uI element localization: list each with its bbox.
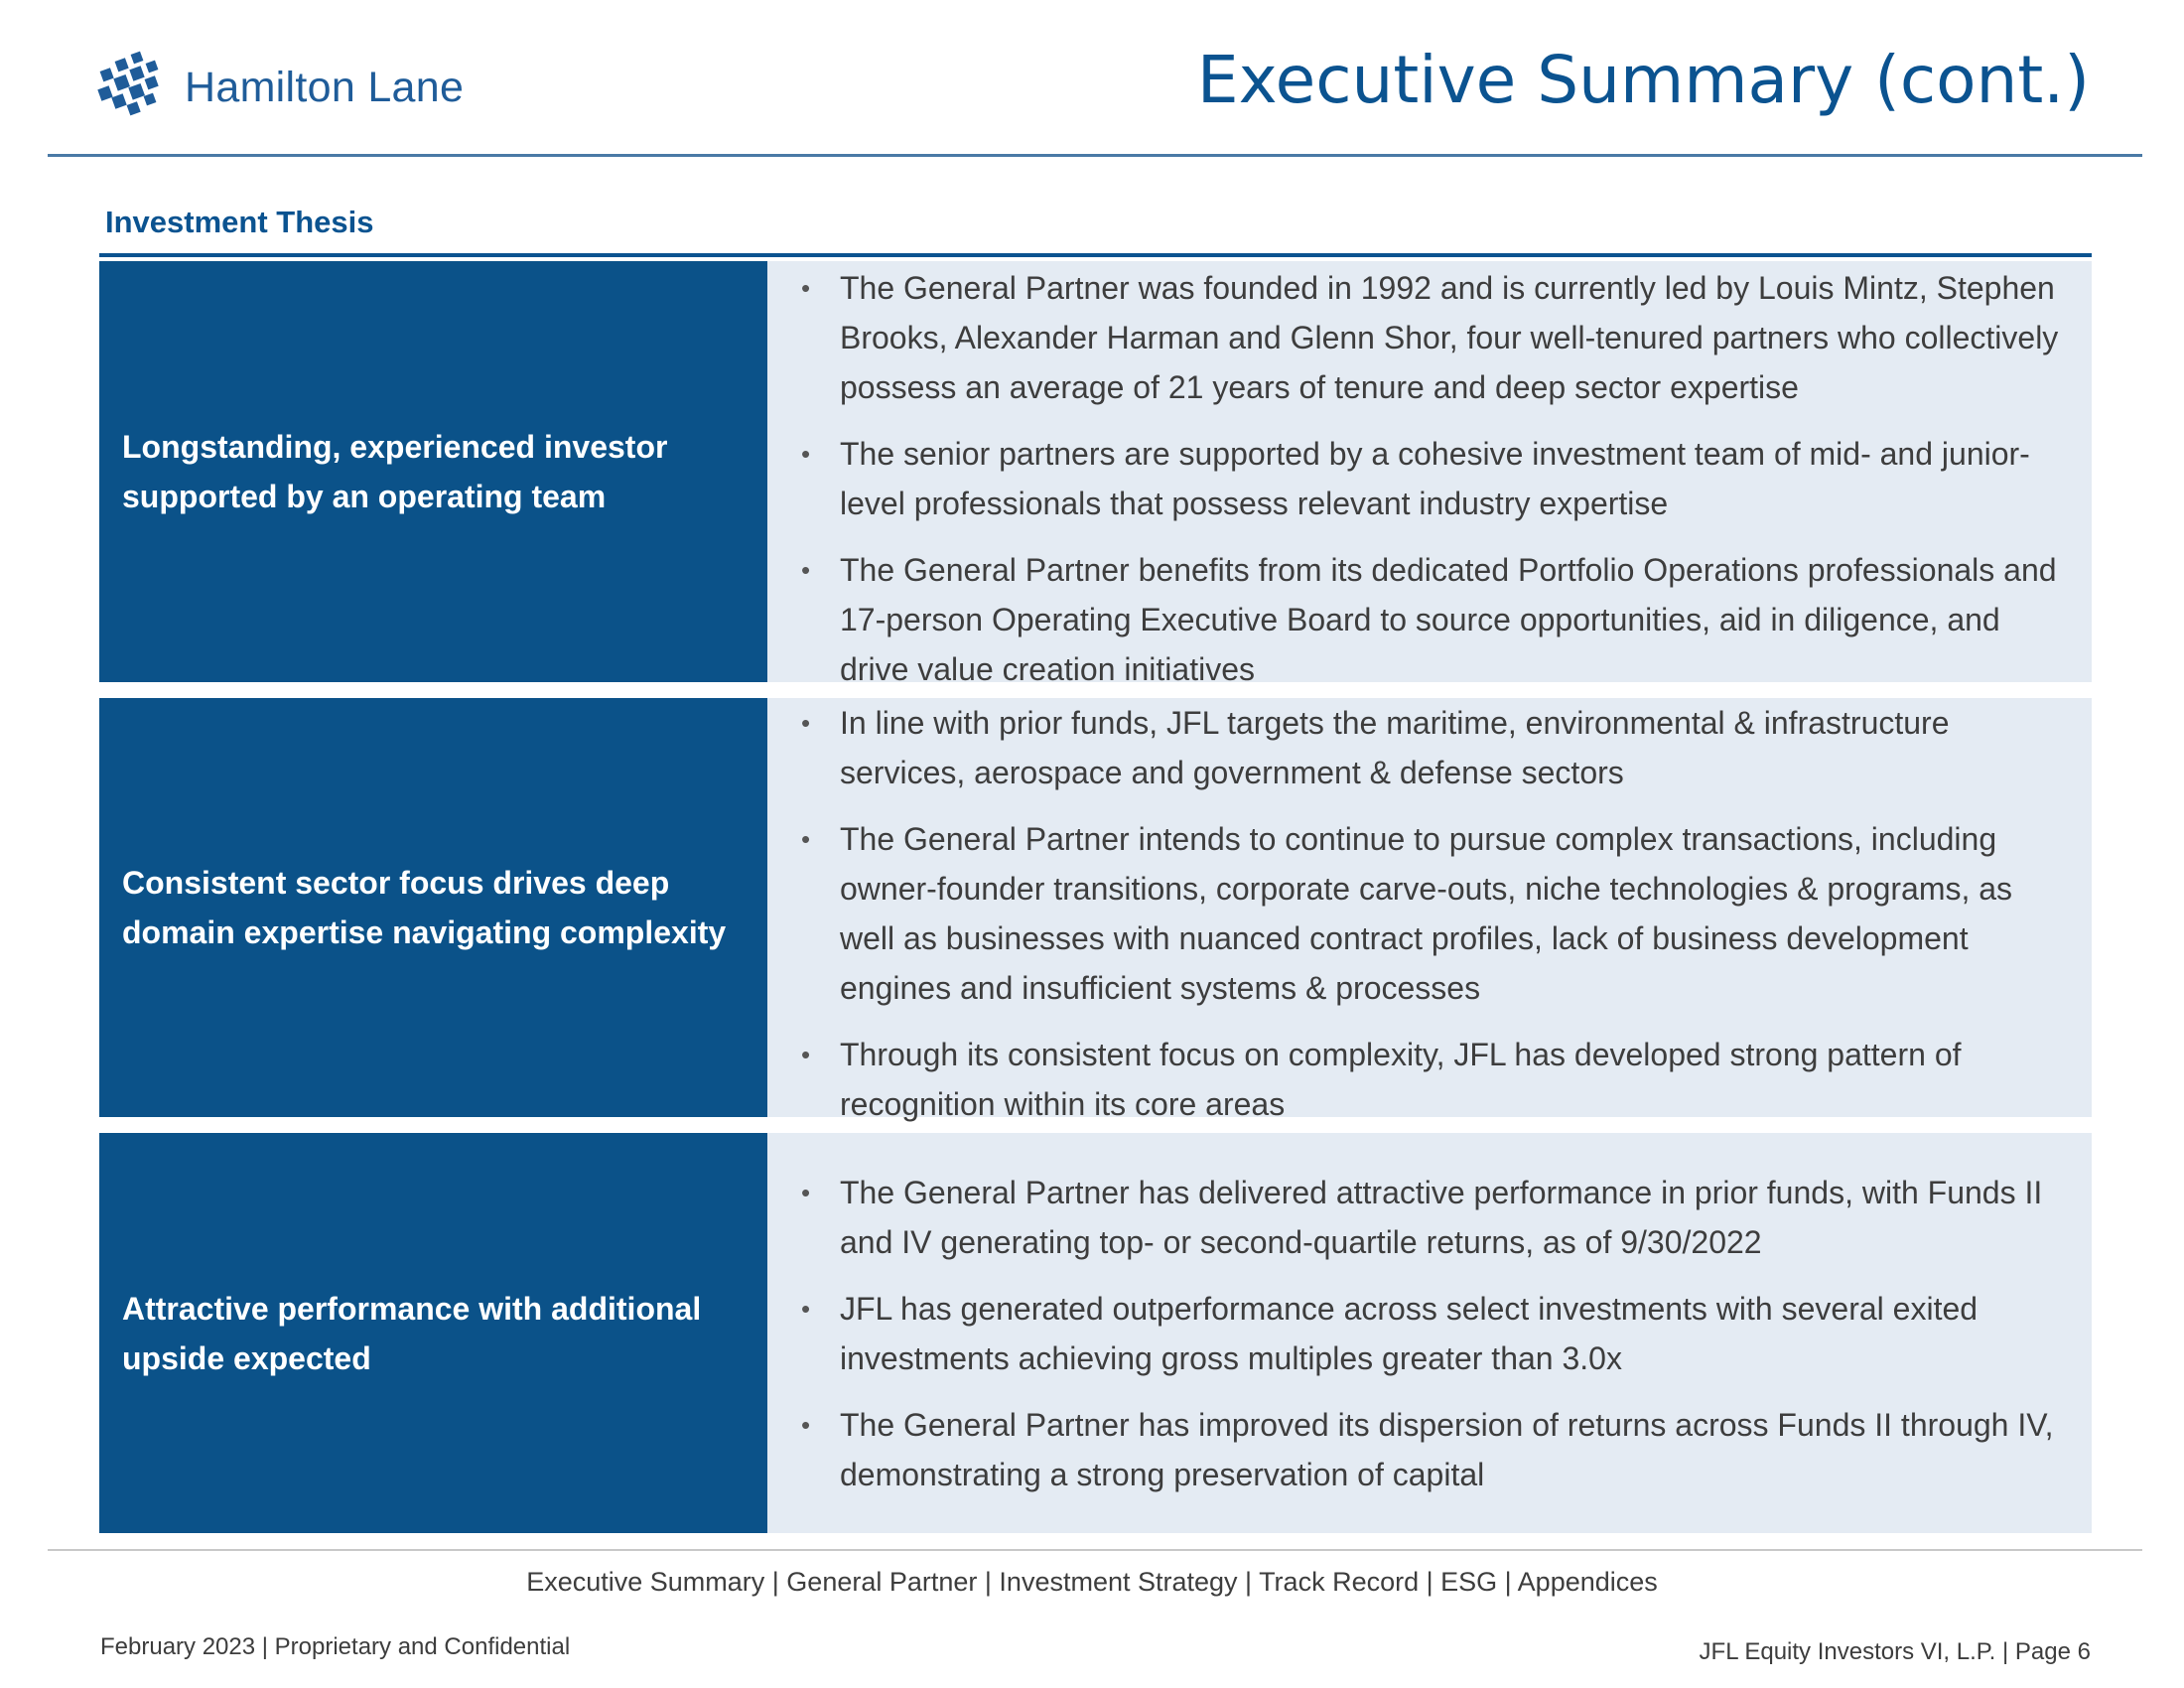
thesis-label-cell (99, 261, 767, 682)
thesis-row (99, 698, 2092, 1122)
bullet-icon: • (801, 1293, 811, 1324)
bullet-item (789, 1168, 2068, 1267)
section-nav: Executive Summary | General Partner | Investment Strategy | Track Record | ESG | Appendices (526, 1567, 1658, 1597)
hamilton-lane-logo (95, 48, 464, 127)
bullet-item (789, 1030, 2068, 1129)
thesis-label-cell (99, 1133, 767, 1533)
thesis-label: Attractive performance with additional upside expected (122, 1290, 702, 1376)
bullet-text: JFL has generated outperformance across select investments with several exited investments achieving gross multiples greater than 3.0x (840, 1290, 1979, 1376)
footer-fund-page: JFL Equity Investors VI, L.P. | Page 6 (1699, 1638, 2091, 1665)
bullet-icon: • (801, 439, 811, 469)
logo-text: Hamilton Lane (185, 63, 465, 111)
bullet-icon: • (801, 273, 811, 303)
header-divider (48, 154, 2142, 157)
bullet-item (789, 814, 2068, 1013)
bullet-text: The General Partner intends to continue to pursue complex transactions, including owner-founder transitions, corporate carve-outs, niche technologies & programs, as well as businesses with nuanced contract profiles, lack of business development engines and insufficient systems & processes (840, 821, 2013, 1006)
thesis-label: Consistent sector focus drives deep domain expertise navigating complexity (122, 865, 727, 950)
thesis-row (99, 1133, 2092, 1533)
bullet-icon: • (801, 1040, 811, 1069)
thesis-row (99, 261, 2092, 687)
bullet-item (789, 545, 2068, 694)
section-divider (99, 253, 2092, 257)
page-title: Executive Summary (cont.) (1196, 42, 2090, 118)
bullet-text: The General Partner has delivered attractive performance in prior funds, with Funds II and IV generating top- or second-quartile returns, as of 9/30/2022 (840, 1174, 2043, 1260)
thesis-label-cell (99, 698, 767, 1117)
thesis-label: Longstanding, experienced investor supported by an operating team (122, 429, 668, 514)
thesis-bullets (767, 1133, 2092, 1533)
bullet-icon: • (801, 555, 811, 585)
section-title: Investment Thesis (105, 205, 374, 239)
thesis-bullets (767, 261, 2092, 687)
bullet-icon: • (801, 1177, 811, 1207)
footer-divider (48, 1549, 2142, 1551)
bullet-icon: • (801, 708, 811, 738)
bullet-item (789, 698, 2068, 797)
bullet-text: The senior partners are supported by a cohesive investment team of mid- and junior-level professionals that possess relevant industry expertise (840, 436, 2030, 521)
bullet-item (789, 263, 2068, 412)
bullet-item (789, 1400, 2068, 1499)
bullet-icon: • (801, 1409, 811, 1440)
bullet-text: The General Partner benefits from its dedicated Portfolio Operations professionals and 17-person Operating Executive Board to source opportunities, aid in diligence, and drive value creation initiatives (840, 552, 2057, 687)
bullet-item (789, 429, 2068, 528)
bullet-text: The General Partner was founded in 1992 and is currently led by Louis Mintz, Stephen Brooks, Alexander Harman and Glenn Shor, four well-tenured partners who collectively possess an average of 21 years of tenure and deep sector expertise (840, 270, 2059, 405)
bullet-item (789, 1284, 2068, 1383)
hamilton-lane-logo-icon (95, 50, 171, 125)
thesis-bullets (767, 698, 2092, 1122)
bullet-text: In line with prior funds, JFL targets the maritime, environmental & infrastructure services, aerospace and government & defense sectors (840, 705, 1950, 790)
footer-date-confidential: February 2023 | Proprietary and Confidential (100, 1633, 571, 1660)
bullet-text: Through its consistent focus on complexity, JFL has developed strong pattern of recognition within its core areas (840, 1037, 1962, 1122)
bullet-icon: • (801, 824, 811, 854)
bullet-text: The General Partner has improved its dispersion of returns across Funds II through IV, demonstrating a strong preservation of capital (840, 1406, 2054, 1492)
